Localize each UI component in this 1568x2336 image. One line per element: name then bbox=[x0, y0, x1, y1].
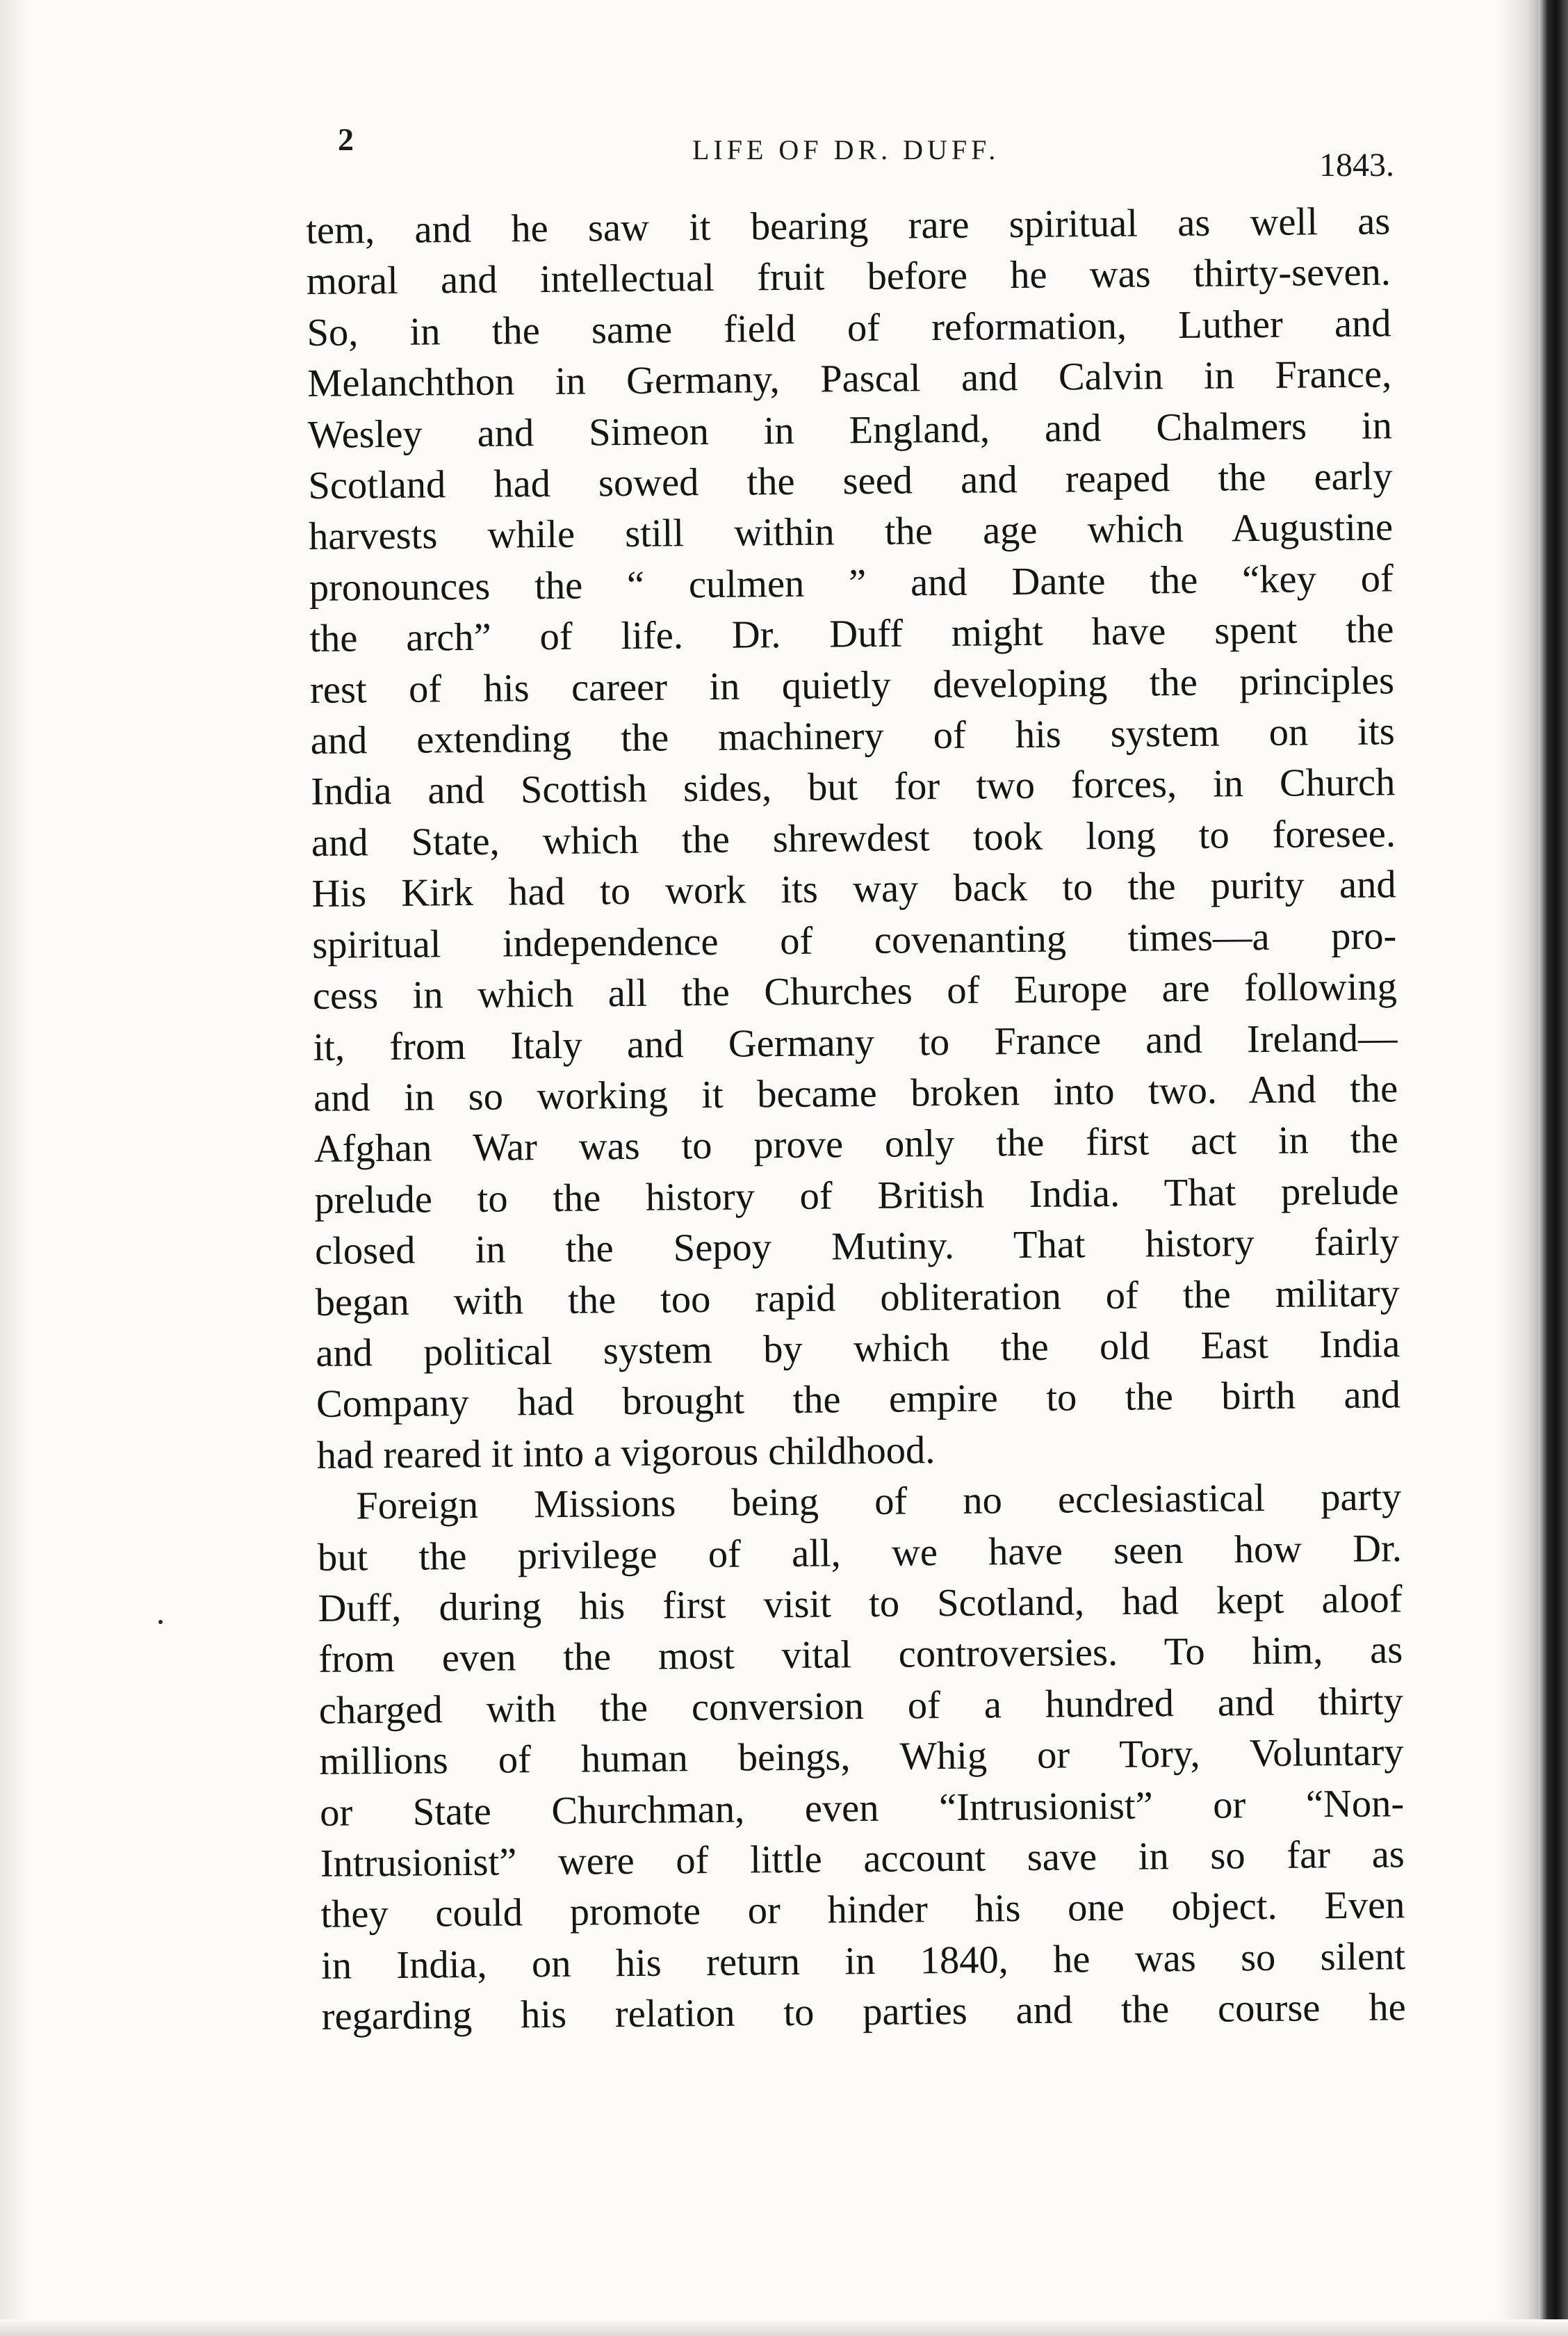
text-line: pronounces the “ culmen ” and Dante the “key of bbox=[309, 557, 1394, 610]
text-line: or State Churchman, even “Intrusionist” or “Non- bbox=[319, 1781, 1405, 1835]
text-line: and political system by which the old East India bbox=[316, 1322, 1400, 1375]
text-line: Wesley and Simeon in England, and Chalmers in bbox=[307, 404, 1393, 457]
left-page-edge bbox=[0, 0, 28, 2336]
page-header bbox=[338, 118, 1394, 184]
text-line: and State, which the shrewdest took long to foresee. bbox=[311, 812, 1396, 865]
text-line: His Kirk had to work its way back to the purity and bbox=[311, 863, 1396, 916]
text-line: rest of his career in quietly developing the principles bbox=[309, 659, 1395, 712]
text-line: they could promote or hinder his one object. Even bbox=[320, 1883, 1405, 1937]
text-line: in India, on his return in 1840, he was so silent bbox=[320, 1935, 1406, 1988]
text-line: millions of human beings, Whig or Tory, Voluntary bbox=[319, 1730, 1404, 1784]
text-line: the arch” of life. Dr. Duff might have spent the bbox=[309, 608, 1394, 661]
text-line: Intrusionist” were of little account save in so far as bbox=[320, 1833, 1405, 1885]
running-title: LIFE OF DR. DUFF. bbox=[692, 134, 1000, 165]
scan-border bbox=[1539, 0, 1568, 2336]
text-line: Company had brought the empire to the birth and bbox=[316, 1373, 1401, 1427]
ink-speck bbox=[158, 1620, 163, 1624]
text-line: harvests while still within the age which Augustine bbox=[308, 505, 1394, 559]
text-line: prelude to the history of British India. That prelude bbox=[314, 1169, 1399, 1222]
text-line: began with the too rapid obliteration of the military bbox=[315, 1271, 1400, 1324]
body-text bbox=[306, 196, 1406, 2043]
text-line: Afghan War was to prove only the first act in the bbox=[313, 1118, 1399, 1171]
text-line: cess in which all the Churches of Europe are following bbox=[312, 965, 1398, 1019]
text-line: India and Scottish sides, but for two forces, in Church bbox=[311, 761, 1396, 814]
text-line: closed in the Sepoy Mutiny. That history fairly bbox=[314, 1220, 1400, 1274]
text-line: had reared it into a vigorous childhood. bbox=[316, 1428, 936, 1477]
page-number: 2 bbox=[338, 122, 354, 157]
text-line: from even the most vital controversies. To him, as bbox=[318, 1628, 1403, 1682]
text-line: Scotland had sowed the seed and reaped the early bbox=[308, 455, 1393, 508]
text-line: moral and intellectual fruit before he was thirty-seven. bbox=[306, 250, 1391, 304]
text-line: spiritual independence of covenanting times—a pro- bbox=[312, 914, 1397, 967]
text-line: but the privilege of all, we have seen how Dr. bbox=[317, 1526, 1403, 1580]
text-line: charged with the conversion of a hundred and thirty bbox=[318, 1680, 1404, 1733]
text-line: and in so working it became broken into two. And the bbox=[313, 1067, 1398, 1120]
text-line: regarding his relation to parties and the course he bbox=[321, 1986, 1406, 2039]
text-line: Duff, during his first visit to Scotland, had kept aloof bbox=[318, 1577, 1403, 1630]
text-line: Melanchthon in Germany, Pascal and Calvin in France, bbox=[307, 352, 1392, 406]
text-line: Foreign Missions being of no ecclesiastical party bbox=[356, 1475, 1402, 1528]
gutter-shadow bbox=[1498, 0, 1539, 2336]
text-line: and extending the machinery of his system on its bbox=[310, 710, 1395, 763]
text-line: So, in the same field of reformation, Luther and bbox=[307, 302, 1391, 355]
text-line: tem, and he saw it bearing rare spiritual as well as bbox=[306, 200, 1391, 252]
bottom-page-edge bbox=[0, 2319, 1568, 2336]
text-line: it, from Italy and Germany to France and Ireland— bbox=[313, 1016, 1398, 1069]
year-marker: 1843. bbox=[1319, 147, 1394, 184]
